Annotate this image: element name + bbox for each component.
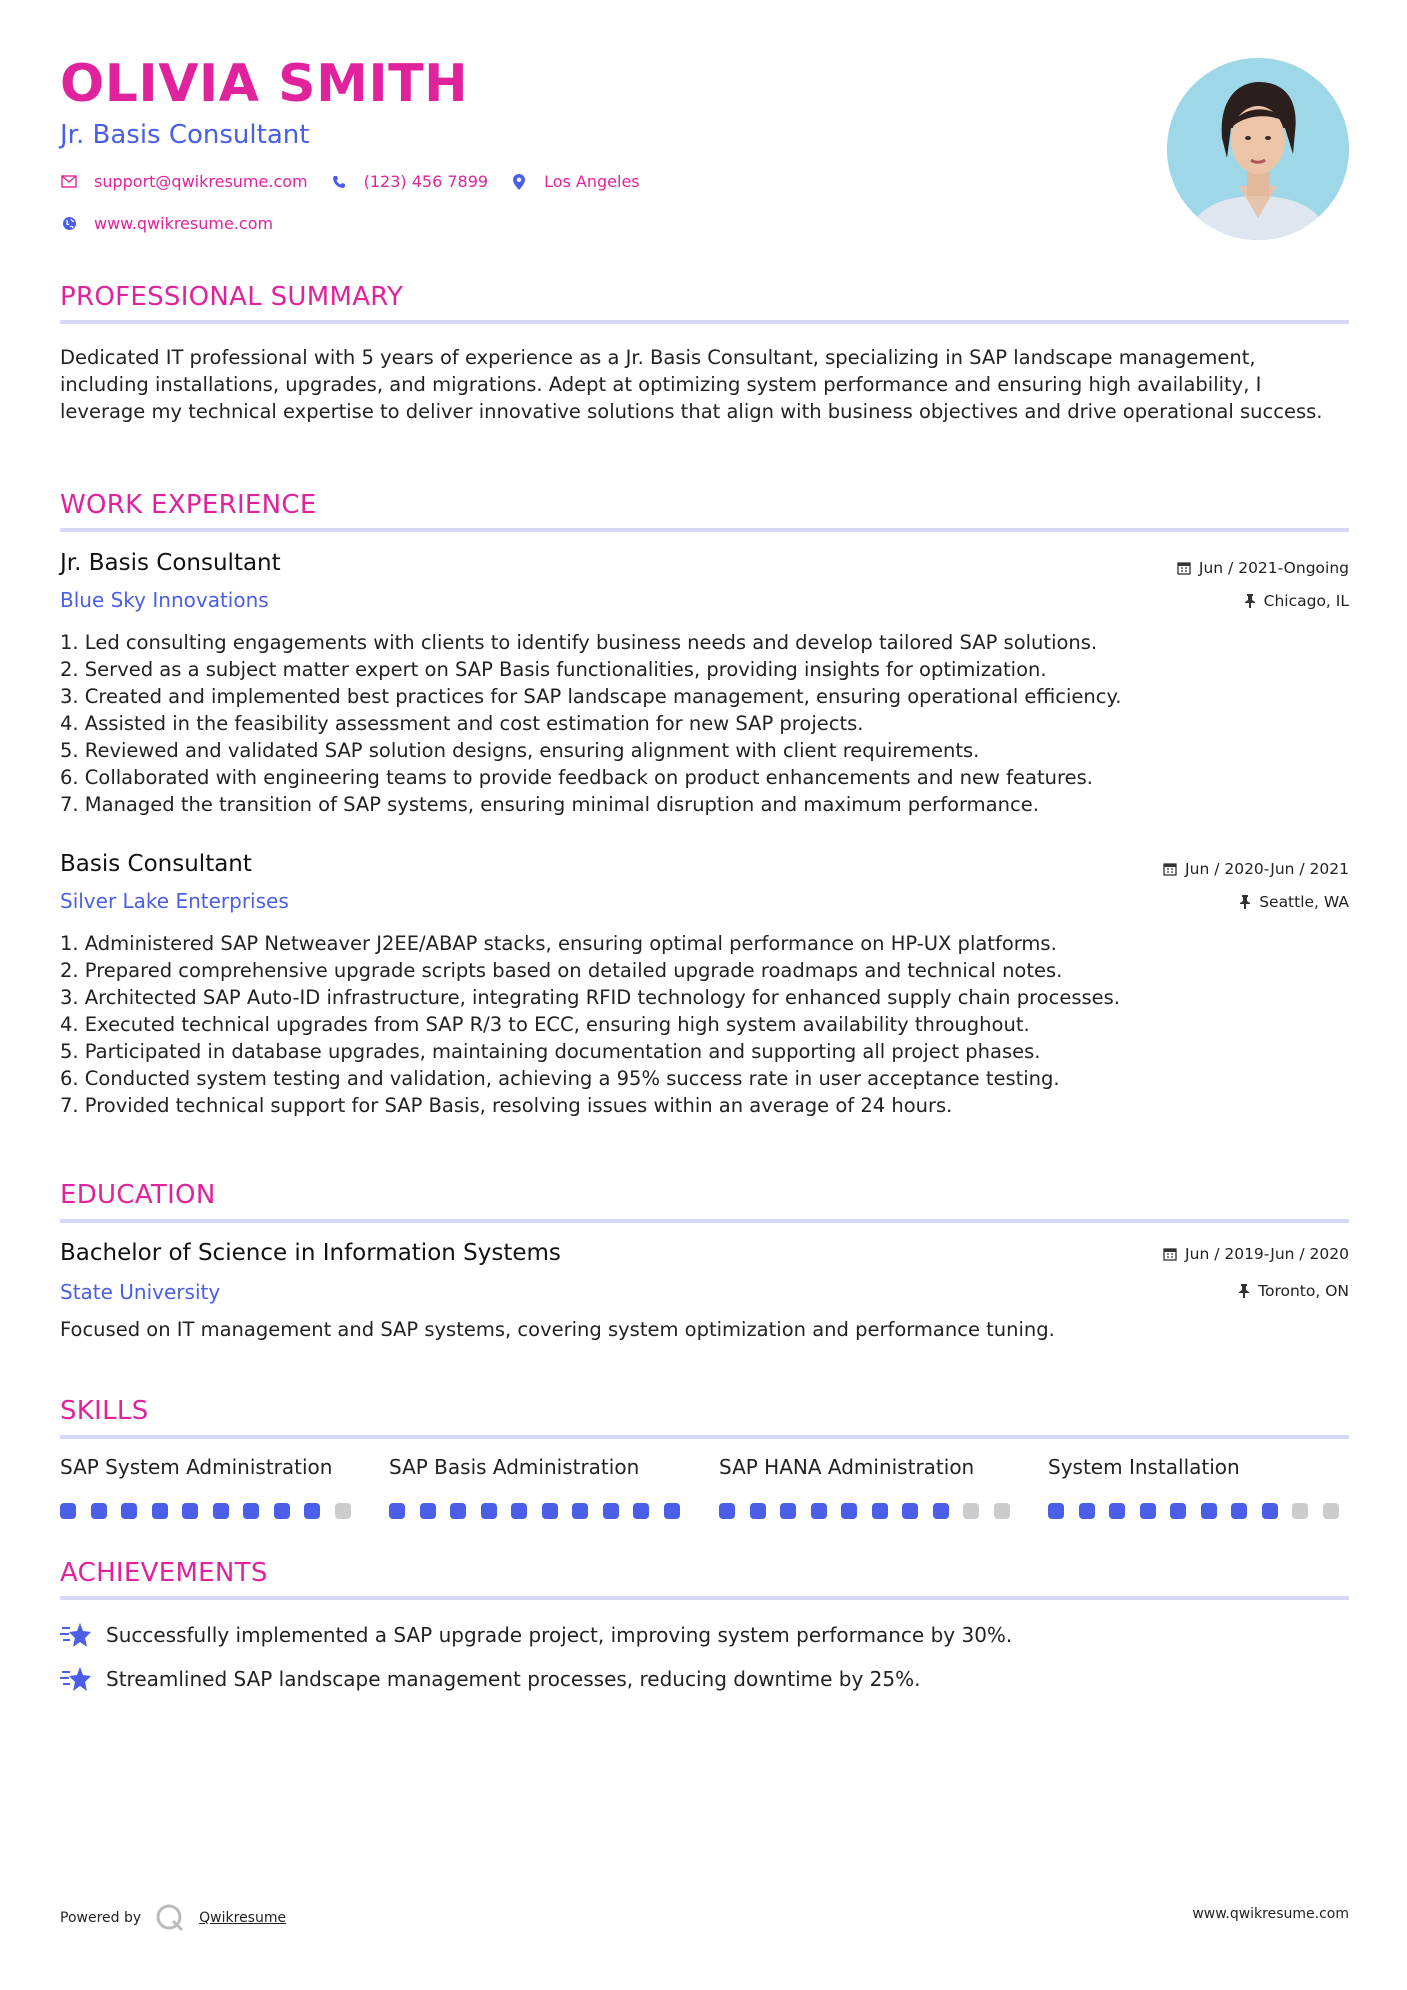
list-item: 7. Managed the transition of SAP systems, ensuring minimal disruption and maximum performance. [60,793,1039,816]
list-item: 3. Architected SAP Auto-ID infrastructure, integrating RFID technology for enhanced supply chain processes. [60,986,1121,1009]
summary-text: Dedicated IT professional with 5 years of experience as a Jr. Basis Consultant, specializing in SAP landscape management, including installations, upgrades, and migrations. Adept at optimizing system performance and ensuring high availability, I leverage my technical expertise to deliver innovative solutions that align with business objectives and drive operational success. [60,346,1323,423]
job-bullets [60,629,1349,818]
location-text: Los Angeles [544,172,640,191]
company-name: Silver Lake Enterprises [60,889,289,913]
job-dates [1177,559,1349,577]
pushpin-icon [1238,1284,1250,1298]
rating-dot-filled [750,1503,766,1519]
rating-dot-filled [1048,1503,1064,1519]
job-location-text: Chicago, IL [1263,592,1349,610]
rating-dot-filled [152,1503,168,1519]
list-item: 5. Reviewed and validated SAP solution designs, ensuring alignment with client requirements. [60,739,980,762]
profile-photo [1167,58,1349,240]
rating-dot-filled [511,1503,527,1519]
company-name: Blue Sky Innovations [60,588,269,612]
school-name: State University [60,1280,221,1304]
rating-dot-filled [841,1503,857,1519]
list-item: 6. Collaborated with engineering teams to provide feedback on product enhancements and new features. [60,766,1093,789]
achievements-heading: ACHIEVEMENTS [60,1558,268,1588]
rating-dot-filled [811,1503,827,1519]
rating-dot-filled [719,1503,735,1519]
rating-dot-filled [420,1503,436,1519]
education-dates [1163,1245,1349,1263]
rating-dot-filled [1079,1503,1095,1519]
rating-dot-filled [304,1503,320,1519]
skill-rating [719,1503,1019,1519]
rating-dot-filled [1170,1503,1186,1519]
skills-heading: SKILLS [60,1396,149,1426]
candidate-name: OLIVIA SMITH [60,54,469,114]
pushpin-icon [1244,594,1256,608]
pushpin-icon [1239,895,1251,909]
section-divider [60,528,1349,532]
degree-title: Bachelor of Science in Information Systems [60,1240,561,1266]
list-item: 5. Participated in database upgrades, maintaining documentation and supporting all project phases. [60,1040,1041,1063]
summary-heading: PROFESSIONAL SUMMARY [60,282,404,312]
rating-dot-filled [450,1503,466,1519]
rating-dot-filled [121,1503,137,1519]
phone-icon [330,173,348,191]
skill-item [1048,1455,1348,1519]
email-link[interactable]: support@qwikresume.com [94,172,308,191]
star-badge-icon [60,1620,92,1650]
rating-dot-filled [902,1503,918,1519]
contact-row [60,172,640,191]
rating-dot-filled [872,1503,888,1519]
section-divider [60,1435,1349,1439]
rating-dot-filled [1231,1503,1247,1519]
rating-dot-empty [1323,1503,1339,1519]
rating-dot-filled [633,1503,649,1519]
skill-name: SAP Basis Administration [389,1455,640,1479]
rating-dot-filled [481,1503,497,1519]
job-title: Basis Consultant [60,851,252,877]
candidate-role: Jr. Basis Consultant [60,120,310,150]
rating-dot-filled [1109,1503,1125,1519]
rating-dot-filled [542,1503,558,1519]
calendar-icon [1163,1247,1177,1261]
list-item: 2. Prepared comprehensive upgrade scripts based on detailed upgrade roadmaps and technical notes. [60,959,1063,982]
skill-item [719,1455,1019,1519]
skill-item [389,1455,689,1519]
job-location [1239,893,1349,911]
skill-name: System Installation [1048,1455,1240,1479]
experience-heading: WORK EXPERIENCE [60,490,317,520]
rating-dot-empty [994,1503,1010,1519]
list-item: 1. Administered SAP Netweaver J2EE/ABAP stacks, ensuring optimal performance on HP-UX platforms. [60,932,1057,955]
rating-dot-filled [1201,1503,1217,1519]
website-row [60,214,273,233]
skill-rating [1048,1503,1348,1519]
rating-dot-empty [963,1503,979,1519]
skill-item [60,1455,360,1519]
list-item: 4. Assisted in the feasibility assessment and cost estimation for new SAP projects. [60,712,864,735]
skill-name: SAP HANA Administration [719,1455,975,1479]
star-badge-icon [60,1664,92,1694]
job-title: Jr. Basis Consultant [60,550,281,576]
job-dates [1163,860,1349,878]
powered-by-label: Powered by [60,1910,142,1926]
rating-dot-filled [780,1503,796,1519]
resume-page [60,0,1349,1990]
list-item: 1. Led consulting engagements with clients to identify business needs and develop tailored SAP solutions. [60,631,1098,654]
website-link[interactable]: www.qwikresume.com [94,214,274,233]
rating-dot-filled [664,1503,680,1519]
rating-dot-filled [603,1503,619,1519]
list-item: 3. Created and implemented best practices for SAP landscape management, ensuring operational efficiency. [60,685,1122,708]
list-item: 4. Executed technical upgrades from SAP R/3 to ECC, ensuring high system availability throughout. [60,1013,1030,1036]
skill-rating [60,1503,360,1519]
section-divider [60,320,1349,324]
rating-dot-filled [572,1503,588,1519]
calendar-icon [1177,561,1191,575]
rating-dot-filled [1262,1503,1278,1519]
education-location [1238,1282,1349,1300]
education-dates-text: Jun / 2019-Jun / 2020 [1185,1245,1349,1263]
calendar-icon [1163,862,1177,876]
achievement-text: Streamlined SAP landscape management processes, reducing downtime by 25%. [106,1667,921,1691]
job-location [1244,592,1349,610]
skill-name: SAP System Administration [60,1455,333,1479]
education-heading: EDUCATION [60,1180,216,1210]
globe-icon [60,215,78,233]
rating-dot-filled [213,1503,229,1519]
rating-dot-filled [389,1503,405,1519]
section-divider [60,1596,1349,1600]
rating-dot-filled [60,1503,76,1519]
achievement-text: Successfully implemented a SAP upgrade project, improving system performance by 30%. [106,1623,1013,1647]
rating-dot-empty [335,1503,351,1519]
envelope-icon [60,173,78,191]
achievement-item [60,1664,920,1694]
education-location-text: Toronto, ON [1258,1282,1349,1300]
skill-rating [389,1503,689,1519]
rating-dot-filled [274,1503,290,1519]
section-divider [60,1219,1349,1223]
qwikresume-logo-icon [155,1903,185,1933]
rating-dot-filled [1140,1503,1156,1519]
rating-dot-filled [91,1503,107,1519]
achievement-item [60,1620,1012,1650]
footer-powered-by [60,1903,286,1933]
list-item: 2. Served as a subject matter expert on SAP Basis functionalities, providing insights for optimization. [60,658,1047,681]
rating-dot-filled [182,1503,198,1519]
rating-dot-filled [933,1503,949,1519]
footer-brand-link[interactable]: Qwikresume [199,1910,287,1926]
rating-dot-empty [1292,1503,1308,1519]
job-location-text: Seattle, WA [1259,893,1349,911]
list-item: 6. Conducted system testing and validation, achieving a 95% success rate in user acceptance testing. [60,1067,1060,1090]
footer-url[interactable]: www.qwikresume.com [1192,1906,1349,1922]
phone-number[interactable]: (123) 456 7899 [363,172,489,191]
list-item: 7. Provided technical support for SAP Basis, resolving issues within an average of 24 hours. [60,1094,953,1117]
job-dates-text: Jun / 2020-Jun / 2021 [1185,860,1349,878]
map-pin-icon [510,173,528,191]
education-description: Focused on IT management and SAP systems, covering system optimization and performance tuning. [60,1318,1055,1341]
job-dates-text: Jun / 2021-Ongoing [1198,559,1349,577]
job-bullets [60,930,1349,1119]
rating-dot-filled [243,1503,259,1519]
